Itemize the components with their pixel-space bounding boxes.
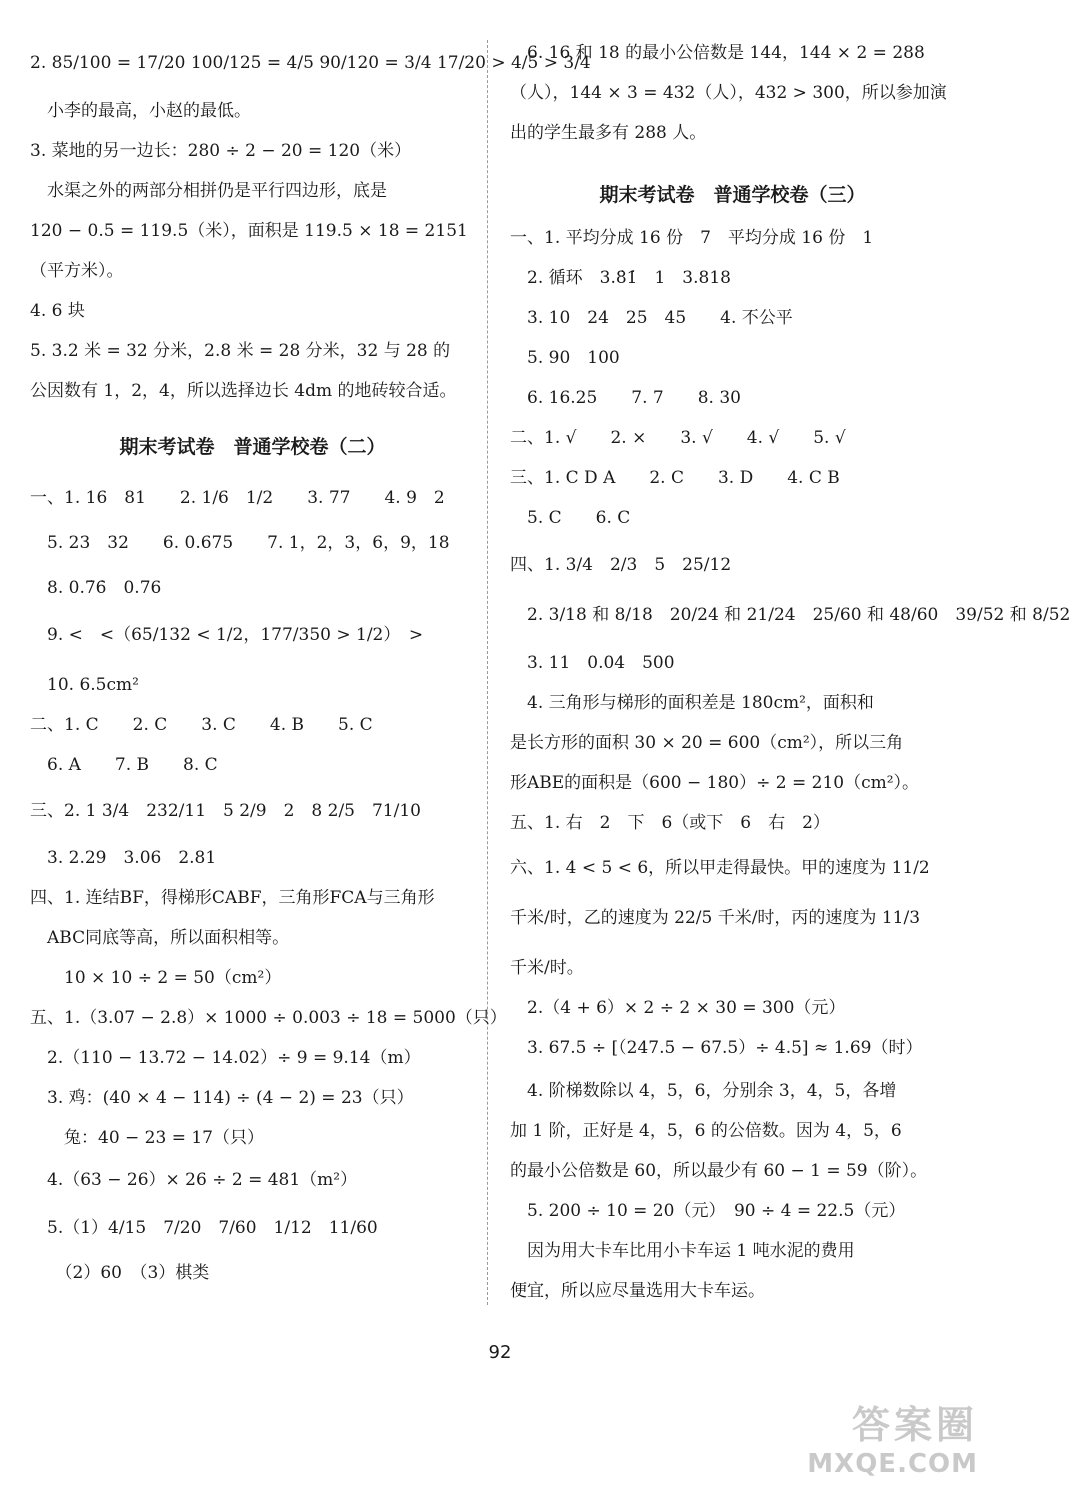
answer-line: 120 − 0.5 = 119.5（米），面积是 119.5 × 18 = 2151 [30, 221, 468, 241]
answer-line: 4.（63 − 26）× 26 ÷ 2 = 481（m²） [30, 1170, 358, 1190]
answer-line: 2.（4 + 6）× 2 ÷ 2 × 30 = 300（元） [510, 998, 846, 1018]
answer-line: 三、1. C D A 2. C 3. D 4. C B [510, 468, 840, 488]
answer-line: 5. 90 100 [510, 348, 620, 368]
answer-line: 3. 鸡：(40 × 4 − 114) ÷ (4 − 2) = 23（只） [30, 1088, 414, 1108]
answer-line: 3. 11 0.04 500 [510, 653, 675, 673]
section-title-2: 期末考试卷 普通学校卷（二） [119, 436, 386, 458]
answer-line: 五、1.（3.07 − 2.8）× 1000 ÷ 0.003 ÷ 18 = 5000（只） [30, 1008, 507, 1028]
answer-line: 加 1 阶，正好是 4，5，6 的公倍数。因为 4，5，6 [510, 1121, 902, 1141]
answer-line: 出的学生最多有 288 人。 [510, 123, 707, 143]
answer-line: 5. C 6. C [510, 508, 631, 528]
answer-line: ABC同底等高，所以面积相等。 [30, 928, 290, 948]
page-number: 92 [488, 1342, 512, 1363]
answer-line: 8. 0.7̇6̇ 0.76 [30, 578, 162, 598]
answer-line: （平方米）。 [30, 261, 124, 281]
answer-line: 六、1. 4 < 5 < 6，所以甲走得最快。甲的速度为 11/2 [510, 858, 930, 878]
answer-line: 公因数有 1，2，4，所以选择边长 4dm 的地砖较合适。 [30, 381, 457, 401]
answer-line: 的最小公倍数是 60，所以最少有 60 − 1 = 59（阶）。 [510, 1161, 928, 1181]
answer-line: 6. A 7. B 8. C [30, 755, 218, 775]
answer-line: 3. 菜地的另一边长：280 ÷ 2 − 20 = 120（米） [30, 141, 412, 161]
section-title-3: 期末考试卷 普通学校卷（三） [599, 184, 866, 206]
answer-line: 水渠之外的两部分相拼仍是平行四边形，底是 [30, 181, 387, 201]
answer-line: 5. 23 32 6. 0.675 7. 1，2，3，6，9，18 [30, 533, 450, 553]
watermark-url: MXQE.COM [807, 1449, 978, 1479]
answer-line: 千米/时，乙的速度为 22/5 千米/时，丙的速度为 11/3 [510, 908, 921, 928]
answer-line: 2. 85/100 = 17/20 100/125 = 4/5 90/120 = 3/4 17/20 > 4/5 > 3/4 [30, 53, 591, 73]
answer-line: 3. 2.29 3.06 2.81 [30, 848, 217, 868]
answer-line: 10 × 10 ÷ 2 = 50（cm²） [30, 968, 282, 988]
answer-line: 2. 3/18 和 8/18 20/24 和 21/24 25/60 和 48/60 39/52 和 8/52 [510, 605, 1070, 625]
answer-line: 一、1. 平均分成 16 份 7 平均分成 16 份 1 [510, 228, 874, 248]
answer-line: 6. 16.25 7. 7 8. 30 [510, 388, 741, 408]
column-divider [487, 40, 488, 1305]
answer-line: 二、1. C 2. C 3. C 4. B 5. C [30, 715, 373, 735]
answer-line: 二、1. √ 2. × 3. √ 4. √ 5. √ [510, 428, 846, 448]
answer-line: 4. 6 块 [30, 301, 85, 321]
answer-line: 3. 67.5 ÷ [（247.5 − 67.5）÷ 4.5] ≈ 1.69（时） [510, 1038, 923, 1058]
answer-line: 形ABE的面积是（600 − 180）÷ 2 = 210（cm²）。 [510, 773, 920, 793]
answer-line: 10. 6.5cm² [30, 675, 139, 695]
answer-line: 因为用大卡车比用小卡车运 1 吨水泥的费用 [510, 1241, 855, 1261]
answer-line: 兔：40 − 23 = 17（只） [30, 1128, 264, 1148]
watermark-brand: 答案圈 [851, 1403, 978, 1447]
answer-line: 5.（1）4/15 7/20 7/60 1/12 11/60 [30, 1218, 378, 1238]
answer-line: 5. 200 ÷ 10 = 20（元） 90 ÷ 4 = 22.5（元） [510, 1201, 906, 1221]
answer-line: 4. 阶梯数除以 4，5，6，分别余 3，4，5，各增 [510, 1081, 897, 1101]
answer-line: 小李的最高，小赵的最低。 [30, 101, 251, 121]
answer-line: 四、1. 连结BF，得梯形CABF，三角形FCA与三角形 [30, 888, 435, 908]
answer-line: 一、1. 16 81 2. 1/6 1/2 3. 77 4. 9 2 [30, 488, 445, 508]
answer-line: 9. < <（65/132 < 1/2，177/350 > 1/2） > [30, 625, 424, 645]
answer-line: 2. 循环 3.8̇1̇ 1 3.818 [510, 268, 731, 288]
answer-line: 便宜，所以应尽量选用大卡车运。 [510, 1281, 765, 1301]
answer-line: （2）60 （3）棋类 [30, 1263, 210, 1283]
answer-line: 是长方形的面积 30 × 20 = 600（cm²），所以三角 [510, 733, 904, 753]
answer-line: 6. 16 和 18 的最小公倍数是 144，144 × 2 = 288 [510, 43, 925, 63]
answer-line: （人），144 × 3 = 432（人），432 > 300，所以参加演 [510, 83, 947, 103]
answer-line: 五、1. 右 2 下 6（或下 6 右 2） [510, 813, 830, 833]
answer-line: 3. 10 24 25 45 4. 不公平 [510, 308, 793, 328]
answer-line: 四、1. 3/4 2/3 5 25/12 [510, 555, 732, 575]
answer-line: 三、2. 1 3/4 232/11 5 2/9 2 8 2/5 71/10 [30, 801, 421, 821]
answer-line: 千米/时。 [510, 958, 584, 978]
answer-line: 5. 3.2 米 = 32 分米，2.8 米 = 28 分米，32 与 28 的 [30, 341, 451, 361]
watermark [807, 1394, 978, 1479]
answer-line: 2.（110 − 13.72 − 14.02）÷ 9 = 9.14（m） [30, 1048, 421, 1068]
answer-line: 4. 三角形与梯形的面积差是 180cm²，面积和 [510, 693, 874, 713]
